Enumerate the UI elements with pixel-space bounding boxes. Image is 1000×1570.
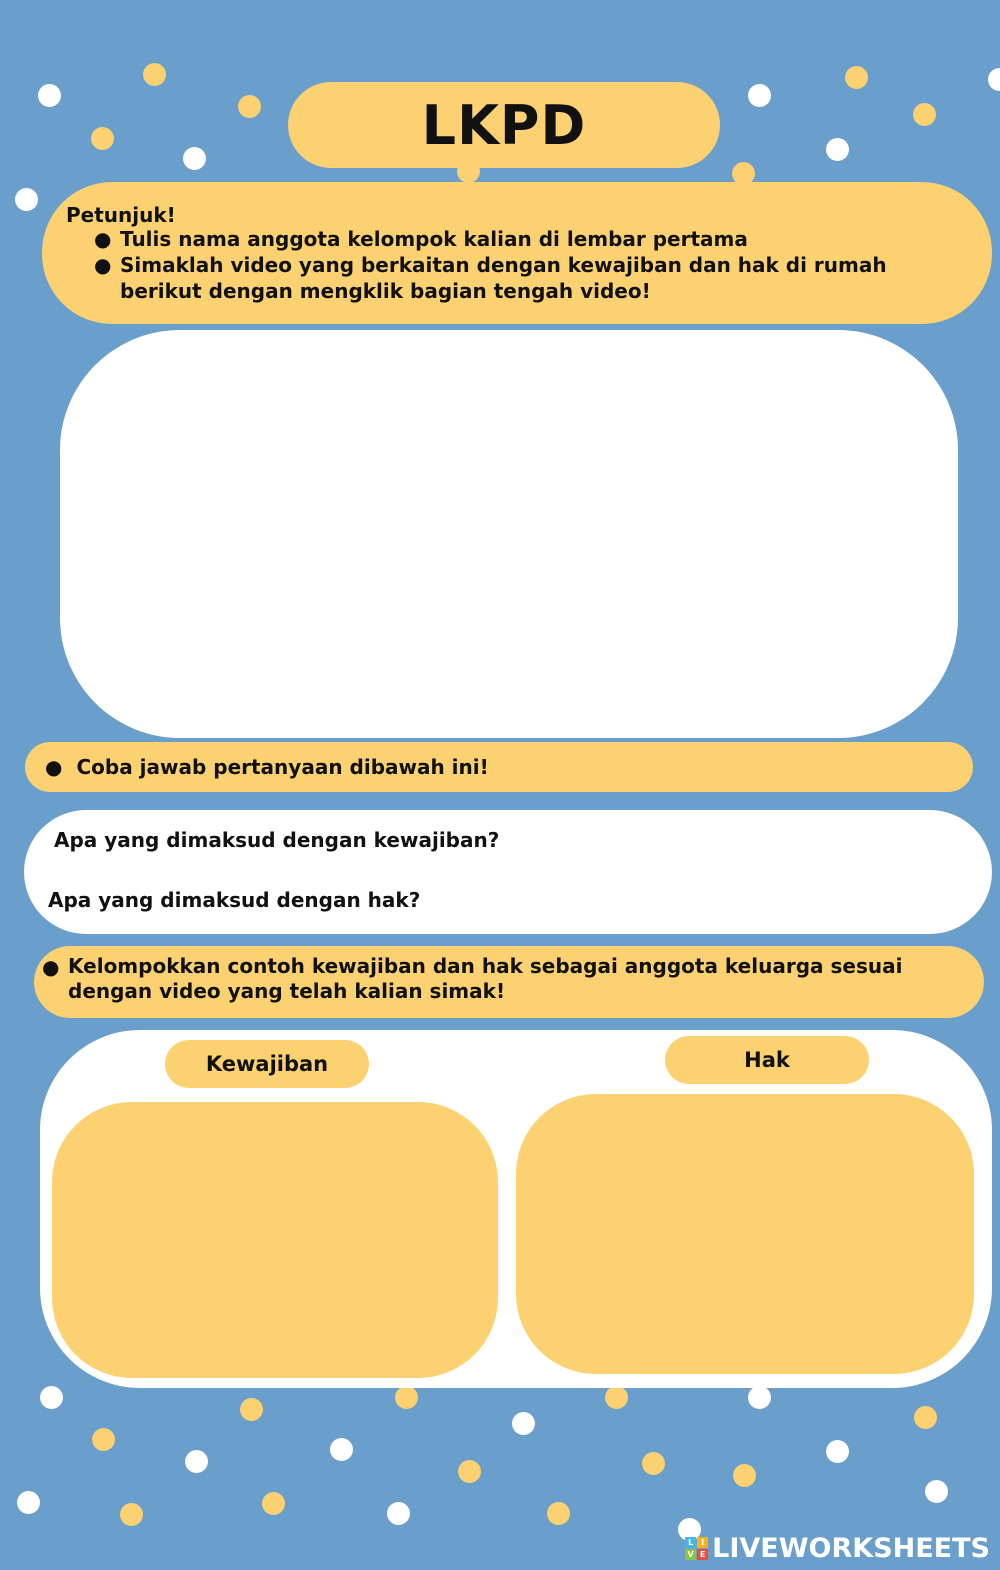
question-kewajiban: Apa yang dimaksud dengan kewajiban? — [54, 828, 500, 852]
question-hak: Apa yang dimaksud dengan hak? — [48, 888, 421, 912]
questions-panel — [24, 810, 992, 934]
bullet-icon: ● — [94, 227, 112, 251]
kewajiban-label: Kewajiban — [165, 1040, 369, 1088]
section-questions-banner — [25, 742, 973, 792]
bullet-icon: ● — [42, 955, 60, 979]
instructions-list — [94, 226, 970, 304]
section-sorting-text: Kelompokkan contoh kewajiban dan hak sebagai anggota keluarga sesuai dengan video yang telah kalian simak! — [68, 954, 903, 1003]
logo-letter: V — [685, 1549, 696, 1560]
section-questions-text: Coba jawab pertanyaan dibawah ini! — [76, 755, 489, 779]
instructions-heading: Petunjuk! — [66, 203, 176, 227]
hak-label: Hak — [665, 1036, 869, 1084]
instruction-text: Simaklah video yang berkaitan dengan kewajiban dan hak di rumah berikut dengan mengklik bagian tengah video! — [120, 253, 887, 303]
logo-letter: E — [697, 1549, 708, 1560]
list-item — [94, 252, 970, 304]
page-title: LKPD — [288, 82, 720, 168]
list-item — [94, 226, 970, 252]
section-sorting-banner — [34, 946, 984, 1018]
video-player[interactable] — [60, 330, 958, 738]
liveworksheets-logo-icon — [685, 1537, 708, 1560]
sorting-panel — [40, 1030, 992, 1388]
kewajiban-drop-zone[interactable] — [52, 1102, 498, 1378]
bullet-icon: ● — [45, 755, 63, 779]
logo-letter: L — [685, 1537, 696, 1548]
logo-letter: I — [697, 1537, 708, 1548]
instructions-panel — [42, 182, 992, 324]
bullet-icon: ● — [94, 253, 112, 277]
hak-drop-zone[interactable] — [516, 1094, 974, 1374]
liveworksheets-brand — [685, 1533, 990, 1564]
brand-text: LIVEWORKSHEETS — [712, 1533, 990, 1564]
instruction-text: Tulis nama anggota kelompok kalian di lembar pertama — [120, 227, 748, 251]
